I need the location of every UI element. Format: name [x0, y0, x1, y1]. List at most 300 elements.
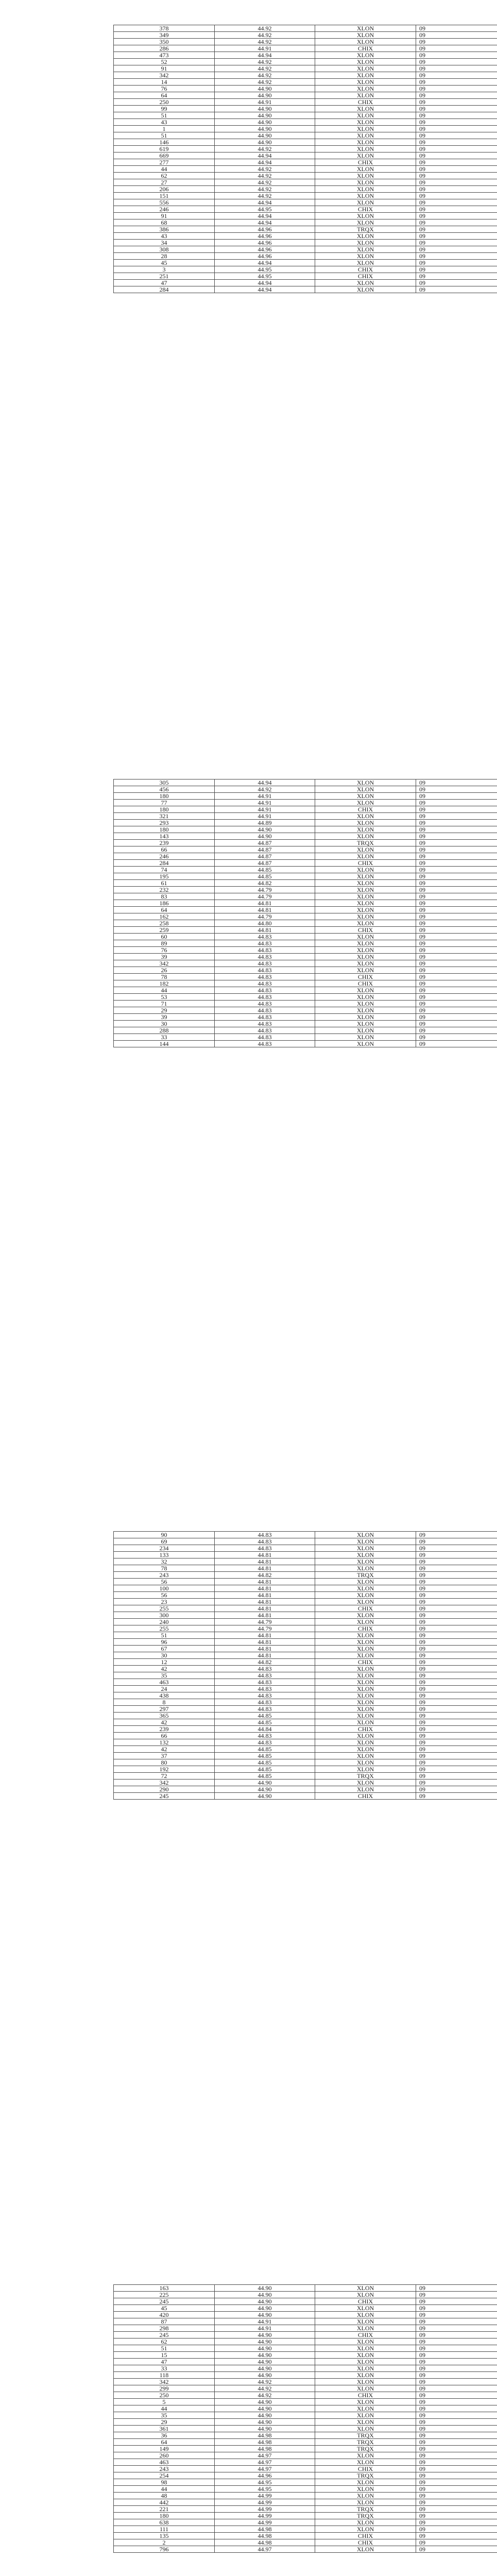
price-cell: 44.96 [215, 246, 315, 253]
price-cell: 44.99 [215, 2506, 315, 2513]
price-cell: 44.92 [215, 65, 315, 72]
table-row [114, 1646, 497, 1652]
volume-cell: 100 [114, 1585, 215, 1592]
time-cell: 09 [416, 907, 497, 913]
volume-cell: 350 [114, 39, 215, 45]
table-row [114, 213, 497, 219]
volume-cell: 290 [114, 1786, 215, 1793]
price-cell: 44.98 [215, 2526, 315, 2533]
volume-cell: 277 [114, 159, 215, 166]
time-cell: 09 [416, 1592, 497, 1599]
price-cell: 44.92 [215, 786, 315, 793]
time-cell: 09 [416, 954, 497, 960]
price-cell: 44.83 [215, 987, 315, 994]
venue-cell: XLON [315, 2312, 416, 2318]
venue-cell: XLON [315, 106, 416, 112]
venue-cell: XLON [315, 246, 416, 253]
time-cell: 09 [416, 1014, 497, 1021]
volume-cell: 39 [114, 954, 215, 960]
venue-cell: XLON [315, 833, 416, 840]
venue-cell: XLON [315, 86, 416, 92]
price-cell: 44.83 [215, 1545, 315, 1552]
price-cell: 44.81 [215, 1599, 315, 1605]
venue-cell: CHIX [315, 273, 416, 280]
table-row [114, 1759, 497, 1766]
venue-cell: XLON [315, 2526, 416, 2533]
volume-cell: 35 [114, 1672, 215, 1679]
volume-cell: 186 [114, 900, 215, 907]
time-cell: 09 [416, 139, 497, 146]
price-cell: 44.83 [215, 1699, 315, 1706]
venue-cell: XLON [315, 253, 416, 260]
price-cell: 44.83 [215, 960, 315, 967]
price-cell: 44.84 [215, 1726, 315, 1733]
volume-cell: 463 [114, 2459, 215, 2466]
table-row [114, 927, 497, 934]
price-cell: 44.98 [215, 2439, 315, 2446]
time-cell: 09 [416, 786, 497, 793]
volume-cell: 232 [114, 887, 215, 893]
time-cell: 09 [416, 179, 497, 186]
volume-cell: 245 [114, 2332, 215, 2338]
table-row [114, 1753, 497, 1759]
table-row [114, 2352, 497, 2359]
time-cell: 09 [416, 2419, 497, 2426]
trade-table [113, 25, 497, 293]
table-row [114, 2452, 497, 2459]
table-row [114, 273, 497, 280]
volume-cell: 619 [114, 146, 215, 152]
venue-cell: XLON [315, 2546, 416, 2553]
volume-cell: 78 [114, 1565, 215, 1572]
table-row [114, 1625, 497, 1632]
volume-cell: 15 [114, 2352, 215, 2359]
venue-cell: XLON [315, 166, 416, 173]
time-cell: 09 [416, 2318, 497, 2325]
volume-cell: 438 [114, 1692, 215, 1699]
price-cell: 44.83 [215, 1041, 315, 1047]
table-row [114, 2446, 497, 2452]
volume-cell: 1 [114, 126, 215, 132]
venue-cell: XLON [315, 2419, 416, 2426]
time-cell: 09 [416, 2499, 497, 2506]
price-cell: 44.90 [215, 132, 315, 139]
venue-cell: XLON [315, 186, 416, 193]
time-cell: 09 [416, 1713, 497, 1719]
table-row [114, 1532, 497, 1538]
venue-cell: XLON [315, 813, 416, 820]
table-row [114, 974, 497, 980]
price-cell: 44.90 [215, 106, 315, 112]
price-cell: 44.91 [215, 793, 315, 800]
table-row [114, 2372, 497, 2379]
time-cell: 09 [416, 112, 497, 119]
volume-cell: 250 [114, 2392, 215, 2399]
volume-cell: 72 [114, 1773, 215, 1780]
venue-cell: CHIX [315, 860, 416, 867]
table-row [114, 280, 497, 286]
venue-cell: XLON [315, 173, 416, 179]
table-row [114, 1612, 497, 1619]
volume-cell: 24 [114, 1686, 215, 1692]
time-cell: 09 [416, 793, 497, 800]
price-cell: 44.94 [215, 52, 315, 59]
time-cell: 09 [416, 1007, 497, 1014]
table-row [114, 166, 497, 173]
volume-cell: 52 [114, 59, 215, 65]
table-row [114, 72, 497, 79]
table-row [114, 2493, 497, 2499]
table-row [114, 1706, 497, 1713]
table-row [114, 2392, 497, 2399]
price-cell: 44.96 [215, 226, 315, 233]
price-cell: 44.90 [215, 2332, 315, 2338]
time-cell: 09 [416, 1719, 497, 1726]
volume-cell: 42 [114, 1719, 215, 1726]
table-row [114, 1686, 497, 1692]
time-cell: 09 [416, 213, 497, 219]
time-cell: 09 [416, 2285, 497, 2292]
volume-cell: 342 [114, 72, 215, 79]
venue-cell: XLON [315, 947, 416, 954]
price-cell: 44.83 [215, 934, 315, 940]
volume-cell: 33 [114, 1034, 215, 1041]
table-row [114, 253, 497, 260]
table-row [114, 873, 497, 880]
time-cell: 09 [416, 2459, 497, 2466]
price-cell: 44.96 [215, 253, 315, 260]
volume-cell: 27 [114, 179, 215, 186]
venue-cell: XLON [315, 1639, 416, 1646]
venue-cell: XLON [315, 867, 416, 873]
volume-cell: 66 [114, 1733, 215, 1739]
time-cell: 09 [416, 286, 497, 293]
price-cell: 44.90 [215, 1793, 315, 1800]
table-row [114, 2292, 497, 2298]
venue-cell: CHIX [315, 2332, 416, 2338]
time-cell: 09 [416, 1585, 497, 1592]
venue-cell: XLON [315, 59, 416, 65]
table-row [114, 2379, 497, 2385]
venue-cell: XLON [315, 2499, 416, 2506]
price-cell: 44.91 [215, 99, 315, 106]
table-row [114, 853, 497, 860]
table-row [114, 99, 497, 106]
price-cell: 44.90 [215, 2405, 315, 2412]
table-row [114, 786, 497, 793]
volume-cell: 64 [114, 2439, 215, 2446]
time-cell: 09 [416, 2405, 497, 2412]
venue-cell: TRQX [315, 1572, 416, 1579]
venue-cell: CHIX [315, 974, 416, 980]
volume-cell: 29 [114, 1007, 215, 1014]
venue-cell: XLON [315, 280, 416, 286]
price-cell: 44.83 [215, 1706, 315, 1713]
price-cell: 44.90 [215, 112, 315, 119]
price-cell: 44.92 [215, 186, 315, 193]
volume-cell: 132 [114, 1739, 215, 1746]
table-row [114, 1552, 497, 1558]
price-cell: 44.90 [215, 2372, 315, 2379]
volume-cell: 796 [114, 2546, 215, 2553]
venue-cell: XLON [315, 2405, 416, 2412]
table-row [114, 1007, 497, 1014]
volume-cell: 300 [114, 1612, 215, 1619]
time-cell: 09 [416, 2479, 497, 2486]
volume-cell: 254 [114, 2472, 215, 2479]
volume-cell: 67 [114, 1646, 215, 1652]
table-row [114, 2318, 497, 2325]
volume-cell: 144 [114, 1041, 215, 1047]
table-row [114, 1599, 497, 1605]
volume-cell: 284 [114, 860, 215, 867]
volume-cell: 151 [114, 193, 215, 199]
time-cell: 09 [416, 2439, 497, 2446]
price-cell: 44.81 [215, 1605, 315, 1612]
volume-cell: 240 [114, 1619, 215, 1625]
time-cell: 09 [416, 947, 497, 954]
volume-cell: 44 [114, 166, 215, 173]
venue-cell: XLON [315, 1692, 416, 1699]
table-row [114, 2486, 497, 2493]
table-row [114, 840, 497, 846]
volume-cell: 260 [114, 2452, 215, 2459]
venue-cell: TRQX [315, 1773, 416, 1780]
volume-cell: 68 [114, 219, 215, 226]
table-row [114, 793, 497, 800]
table-row [114, 940, 497, 947]
venue-cell: XLON [315, 193, 416, 199]
time-cell: 09 [416, 186, 497, 193]
venue-cell: XLON [315, 934, 416, 940]
table-row [114, 2513, 497, 2519]
time-cell: 09 [416, 2379, 497, 2385]
time-cell: 09 [416, 853, 497, 860]
table-row [114, 106, 497, 112]
volume-cell: 246 [114, 206, 215, 213]
table-row [114, 112, 497, 119]
time-cell: 09 [416, 813, 497, 820]
trade-table-3 [113, 1531, 497, 1800]
price-cell: 44.95 [215, 206, 315, 213]
time-cell: 09 [416, 1552, 497, 1558]
venue-cell: XLON [315, 826, 416, 833]
time-cell: 09 [416, 2292, 497, 2298]
table-row [114, 2432, 497, 2439]
volume-cell: 118 [114, 2372, 215, 2379]
table-row [114, 2459, 497, 2466]
venue-cell: XLON [315, 65, 416, 72]
price-cell: 44.95 [215, 266, 315, 273]
table-row [114, 1572, 497, 1579]
volume-cell: 135 [114, 2533, 215, 2539]
venue-cell: XLON [315, 987, 416, 994]
table-row [114, 1733, 497, 1739]
volume-cell: 255 [114, 1625, 215, 1632]
table-row [114, 1746, 497, 1753]
price-cell: 44.94 [215, 219, 315, 226]
price-cell: 44.92 [215, 2385, 315, 2392]
time-cell: 09 [416, 1766, 497, 1773]
table-row [114, 813, 497, 820]
table-row [114, 1726, 497, 1733]
volume-cell: 43 [114, 119, 215, 126]
trade-table [113, 1531, 497, 1800]
volume-cell: 44 [114, 987, 215, 994]
price-cell: 44.85 [215, 1746, 315, 1753]
venue-cell: CHIX [315, 206, 416, 213]
venue-cell: CHIX [315, 99, 416, 106]
price-cell: 44.92 [215, 146, 315, 152]
venue-cell: XLON [315, 112, 416, 119]
table-row [114, 1766, 497, 1773]
volume-cell: 195 [114, 873, 215, 880]
table-row [114, 967, 497, 974]
venue-cell: XLON [315, 1014, 416, 1021]
price-cell: 44.98 [215, 2446, 315, 2452]
volume-cell: 98 [114, 2479, 215, 2486]
venue-cell: XLON [315, 994, 416, 1001]
table-row [114, 2506, 497, 2513]
venue-cell: CHIX [315, 45, 416, 52]
time-cell: 09 [416, 2446, 497, 2452]
volume-cell: 243 [114, 1572, 215, 1579]
volume-cell: 365 [114, 1713, 215, 1719]
time-cell: 09 [416, 106, 497, 112]
price-cell: 44.90 [215, 2426, 315, 2432]
volume-cell: 29 [114, 2419, 215, 2426]
table-row [114, 1773, 497, 1780]
volume-cell: 90 [114, 1532, 215, 1538]
time-cell: 09 [416, 826, 497, 833]
volume-cell: 51 [114, 1632, 215, 1639]
time-cell: 09 [416, 166, 497, 173]
price-cell: 44.85 [215, 1713, 315, 1719]
price-cell: 44.83 [215, 1034, 315, 1041]
price-cell: 44.79 [215, 893, 315, 900]
venue-cell: XLON [315, 179, 416, 186]
time-cell: 09 [416, 1034, 497, 1041]
time-cell: 09 [416, 1041, 497, 1047]
volume-cell: 99 [114, 106, 215, 112]
time-cell: 09 [416, 2472, 497, 2479]
time-cell: 09 [416, 1786, 497, 1793]
price-cell: 44.90 [215, 2365, 315, 2372]
price-cell: 44.99 [215, 2499, 315, 2506]
price-cell: 44.81 [215, 1639, 315, 1646]
venue-cell: XLON [315, 1599, 416, 1605]
table-row [114, 1793, 497, 1800]
table-row [114, 1652, 497, 1659]
price-cell: 44.94 [215, 199, 315, 206]
table-row [114, 947, 497, 954]
table-row [114, 833, 497, 840]
volume-cell: 30 [114, 1652, 215, 1659]
volume-cell: 420 [114, 2312, 215, 2318]
table-row [114, 52, 497, 59]
venue-cell: XLON [315, 1034, 416, 1041]
price-cell: 44.85 [215, 1759, 315, 1766]
venue-cell: XLON [315, 199, 416, 206]
time-cell: 09 [416, 1753, 497, 1759]
table-row [114, 1014, 497, 1021]
time-cell: 09 [416, 1545, 497, 1552]
table-row [114, 1592, 497, 1599]
price-cell: 44.90 [215, 86, 315, 92]
volume-cell: 28 [114, 253, 215, 260]
volume-cell: 51 [114, 2345, 215, 2352]
table-row [114, 32, 497, 39]
time-cell: 09 [416, 2345, 497, 2352]
table-row [114, 900, 497, 907]
venue-cell: XLON [315, 1632, 416, 1639]
price-cell: 44.92 [215, 2392, 315, 2399]
table-row [114, 880, 497, 887]
price-cell: 44.97 [215, 2546, 315, 2553]
venue-cell: XLON [315, 2452, 416, 2459]
price-cell: 44.90 [215, 2305, 315, 2312]
time-cell: 09 [416, 193, 497, 199]
volume-cell: 42 [114, 1666, 215, 1672]
price-cell: 44.90 [215, 2412, 315, 2419]
table-row [114, 826, 497, 833]
price-cell: 44.90 [215, 1786, 315, 1793]
price-cell: 44.98 [215, 2539, 315, 2546]
volume-cell: 62 [114, 173, 215, 179]
price-cell: 44.79 [215, 1619, 315, 1625]
time-cell: 09 [416, 2312, 497, 2318]
volume-cell: 192 [114, 1766, 215, 1773]
venue-cell: XLON [315, 1538, 416, 1545]
price-cell: 44.90 [215, 2399, 315, 2405]
volume-cell: 321 [114, 813, 215, 820]
table-row [114, 2539, 497, 2546]
time-cell: 09 [416, 266, 497, 273]
price-cell: 44.91 [215, 800, 315, 806]
venue-cell: TRQX [315, 2472, 416, 2479]
time-cell: 09 [416, 2365, 497, 2372]
venue-cell: XLON [315, 1579, 416, 1585]
price-cell: 44.96 [215, 240, 315, 246]
time-cell: 09 [416, 2513, 497, 2519]
table-row [114, 233, 497, 240]
venue-cell: XLON [315, 1027, 416, 1034]
venue-cell: XLON [315, 887, 416, 893]
table-row [114, 867, 497, 873]
volume-cell: 53 [114, 994, 215, 1001]
price-cell: 44.83 [215, 974, 315, 980]
venue-cell: XLON [315, 2365, 416, 2372]
table-row [114, 1021, 497, 1027]
venue-cell: XLON [315, 1766, 416, 1773]
volume-cell: 239 [114, 1726, 215, 1733]
price-cell: 44.99 [215, 2493, 315, 2499]
time-cell: 09 [416, 39, 497, 45]
time-cell: 09 [416, 1672, 497, 1679]
venue-cell: CHIX [315, 980, 416, 987]
price-cell: 44.94 [215, 280, 315, 286]
volume-cell: 51 [114, 132, 215, 139]
price-cell: 44.95 [215, 273, 315, 280]
price-cell: 44.95 [215, 2479, 315, 2486]
table-row [114, 907, 497, 913]
table-row [114, 954, 497, 960]
time-cell: 09 [416, 893, 497, 900]
time-cell: 09 [416, 920, 497, 927]
table-row [114, 1027, 497, 1034]
table-row [114, 206, 497, 213]
volume-cell: 143 [114, 833, 215, 840]
